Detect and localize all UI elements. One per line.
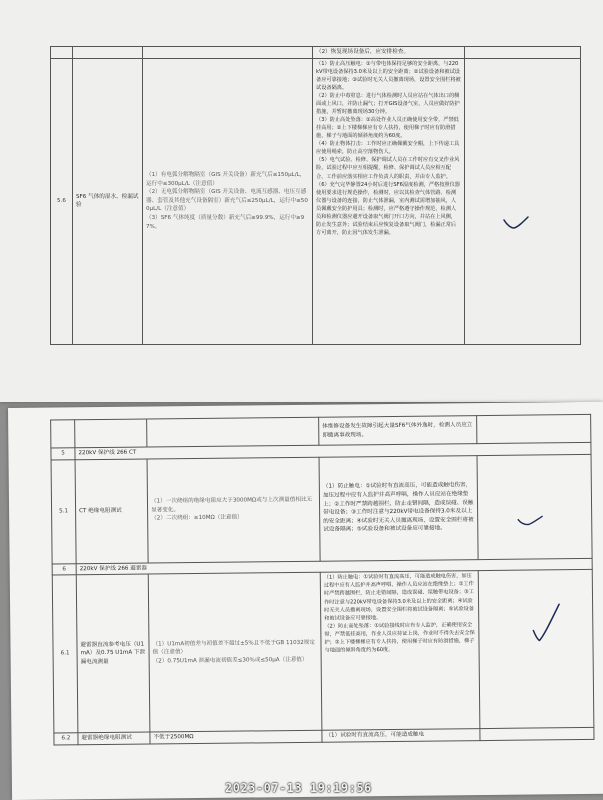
safety-measures-cell: （1）防止触电：①试验时有直流高压，可能造成触电伤害，加压过程中应有人监护并高声呼唱，操作人员应站在绝缘垫上；②工作时严禁跨越围栏，防止走错间隔，造成误碰、误触带电设备；③工作时注意与220kV带电设备保持3.0米及以上的安全距离；④试验时无关人员撤离现场，设置安全围栏将被试设备隔离；⑤试验设备和被试设备应可靠接地。 xyxy=(319,455,478,561)
criteria-cell: （1）一次绕组的绝缘电阻应大于3000MΩ或与上次测量值相比无显著变化。 （2）二次绕组：≥10MΩ（注意值） xyxy=(147,457,320,563)
criteria-cell: （1）有电弧分解物隔室（GIS 开关设备）新充气后≤150μL/L，运行中≤300μL/L（注意值） （2）无电弧分解物隔室（GIS 开关设备、电流互感器、电压互感器、套管及其他充气设备隔室）新充气后≤250μL/L，运行中≤500μL/L（注意值） （3）SF6 气体纯度（质量分数）新充气后≥99.9%，运行中≥97%。 xyxy=(143,58,313,344)
header-row-text: （2）恢复现场设备后，应安排检查。 xyxy=(313,47,465,59)
row-number: 6.2 xyxy=(54,733,78,745)
safety-measures-cell: （1）防止触电：①试验时有直流高压，可能造成触电伤害，加压过程中应有人监护并高声呼唱，操作人员应站在绝缘垫上；②工作时严禁跨越围栏，防止走错间隔，造成误碰、误触带电设备；③工作时注意与220kV带电设备保持3.0米及以上的安全距离；④试验时无关人员撤离现场，设置安全围栏将被试设备隔离；⑤试验设备和被试设备应可靠接地。 （2）防止高处坠落：①试验接线时应有专人监护，正确使用安全带，严禁低挂高用，作业人员应持证上岗，作业时不得失去安全保护；②上下楼梯梯应有专人扶持，使用梯子时应有防滑措施，梯子与地面的倾斜角度约为60度。 xyxy=(320,571,480,731)
photo-timestamp: 2023-07-13 19:19:56 xyxy=(225,781,372,795)
inspection-table-top xyxy=(50,46,581,345)
table-row xyxy=(52,570,594,734)
section-number: 6 xyxy=(52,563,76,575)
section-title: 220kV 保护线 266 避雷器 xyxy=(76,558,592,575)
section-number: 5 xyxy=(51,448,75,460)
document-page-bottom xyxy=(8,402,603,800)
checkmark-icon xyxy=(532,602,560,642)
check-cell xyxy=(478,570,594,729)
row-number: 5.6 xyxy=(51,58,73,344)
check-cell xyxy=(477,454,592,559)
criteria-cell: （1）U1mA初值差与初值差不超过±5%且不低于GB 11032规定值（注意值） （2）0.75U1mA 泄漏电流初值差≤30%或≤50μA（注意值） xyxy=(148,573,322,733)
table-row xyxy=(51,454,592,564)
table-row xyxy=(51,58,581,344)
check-cell xyxy=(480,728,594,741)
safety-measures-cell: （1）防止高压触电：①与带电体保持足够的安全距离，与220kV带电设备保持3.0米及以上的安全距离；②试验设备和被试设备应可靠接地；③试验时无关人员撤离现场，设置安全围栏将被试设备隔离。 （2）防止中毒窒息：进行气体检测时人员应站在气体出口的侧面或上风口，并防止漏气；打开GIS设备气室，人员应做好防护措施，并暂时撤离现场30分钟。 （3）防止高处坠落：①高处作业人员正确使用安全带，严禁低挂高用；②上下楼梯梯应有专人扶持，使用梯子时应有防滑措施，梯子与地面的倾斜角度约为60度。 （4）防止物体打击：工作时应正确佩戴安全帽，上下传递工具应使用绳索，防止高空落物伤人。 （5）电气试验、检修、保护调试人员在工作时应有交叉作业风险，试验过程中应互相提醒，检修、保护调试人员应相互配合，工作前应落实相应工作负责人的职责，并由专人监护。 （6）充气完毕静置24小时后进行SF6湿度检测，严格按照仪器使用要求进行规范操作，检测时，应以其检查气体管路、检测仪器与设备的连接，防止气体泄漏，室内测试需增加抽风，人员佩戴安全防护用具；检测时，应严格遵守操作规范，检测人员和检测仪器应避开设备取气阀门开口方向，并站在上风侧，防止发生意外；试验结束后应恢复设备取气阀门，检漏正常后方可离开，防止因气体发生泄漏。 xyxy=(313,58,465,344)
criteria-cell: 不低于2500MΩ xyxy=(150,731,322,744)
row-number: 6.1 xyxy=(52,575,78,733)
section-title: 220kV 保护线 266 CT xyxy=(75,442,591,459)
test-item: 避雷器直流参考电压（U1mA）及0.75 U1mA 下泄漏电流测量 xyxy=(76,574,150,733)
test-item: CT 绝缘电阻测试 xyxy=(75,459,148,564)
header-row-text: 体维修设备发生故障引起大量SF6气体外逸时，检测人员应立即撤离事故现场。 xyxy=(319,416,477,446)
checkmark-icon xyxy=(517,514,543,526)
checkmark-icon xyxy=(503,216,529,230)
check-cell xyxy=(465,58,581,344)
inspection-table-bottom xyxy=(50,414,594,746)
row-number: 5.1 xyxy=(51,459,76,563)
test-item: SF6 气体的湿水、检漏试验 xyxy=(73,58,143,344)
test-item: 避雷器绝缘电阻测试 xyxy=(78,732,150,744)
table-row xyxy=(51,47,581,59)
safety-measures-cell: （1）试验时有直流高压，可能造成触电 xyxy=(322,729,480,742)
